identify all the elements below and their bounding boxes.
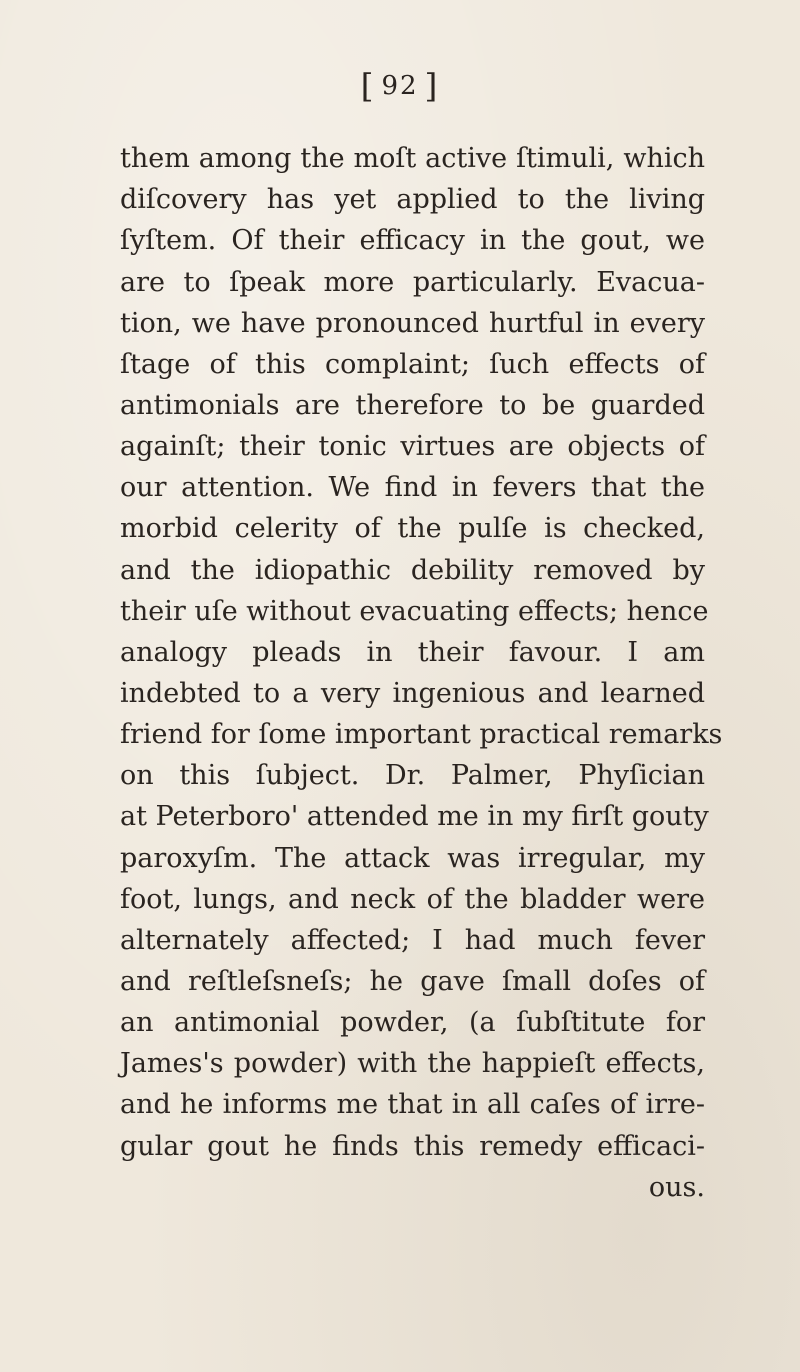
- page-header: [0, 66, 800, 105]
- text-line: friend for ſome important practical remarks: [120, 719, 723, 750]
- text-line: ſyſtem. Of their efficacy in the gout, we: [120, 225, 705, 256]
- header-open-bracket: [: [360, 66, 376, 105]
- text-line: paroxyſm. The attack was irregular, my: [120, 843, 705, 874]
- text-line: morbid celerity of the pulſe is checked,: [120, 513, 705, 544]
- text-line: their uſe without evacuating effects; hence: [120, 596, 709, 627]
- text-line: at Peterboro' attended me in my firſt gouty: [120, 801, 709, 832]
- text-line: our attention. We find in fevers that the: [120, 472, 705, 503]
- text-line: analogy pleads in their favour. I am: [120, 637, 705, 668]
- text-line: ſtage of this complaint; ſuch effects of: [120, 349, 705, 380]
- text-line: them among the moſt active ſtimuli, which: [120, 143, 705, 174]
- text-line: indebted to a very ingenious and learned: [120, 678, 705, 709]
- text-line: and he informs me that in all caſes of irre-: [120, 1089, 705, 1120]
- text-line: againſt; their tonic virtues are objects of: [120, 431, 705, 462]
- text-line: antimonials are therefore to be guarded: [120, 390, 705, 421]
- header-close-bracket: ]: [424, 66, 440, 105]
- text-line: alternately affected; I had much fever: [120, 925, 705, 956]
- text-line: gular gout he finds this remedy efficaci-: [120, 1131, 705, 1162]
- text-line: an antimonial powder, (a ſubſtitute for: [120, 1007, 705, 1038]
- text-line-catchword: ous.: [648, 1172, 705, 1203]
- text-line: James's powder) with the happieſt effects,: [120, 1048, 705, 1079]
- text-line: on this ſubject. Dr. Palmer, Phyſician: [120, 760, 705, 791]
- text-line: diſcovery has yet applied to the living: [120, 184, 705, 215]
- text-line: tion, we have pronounced hurtful in every: [120, 308, 705, 339]
- page-number: 92: [381, 71, 419, 101]
- text-line: foot, lungs, and neck of the bladder were: [120, 884, 705, 915]
- text-line: and reſtleſsneſs; he gave ſmall doſes of: [120, 966, 705, 997]
- text-line: are to ſpeak more particularly. Evacua-: [120, 267, 705, 298]
- text-line: and the idiopathic debility removed by: [120, 555, 705, 586]
